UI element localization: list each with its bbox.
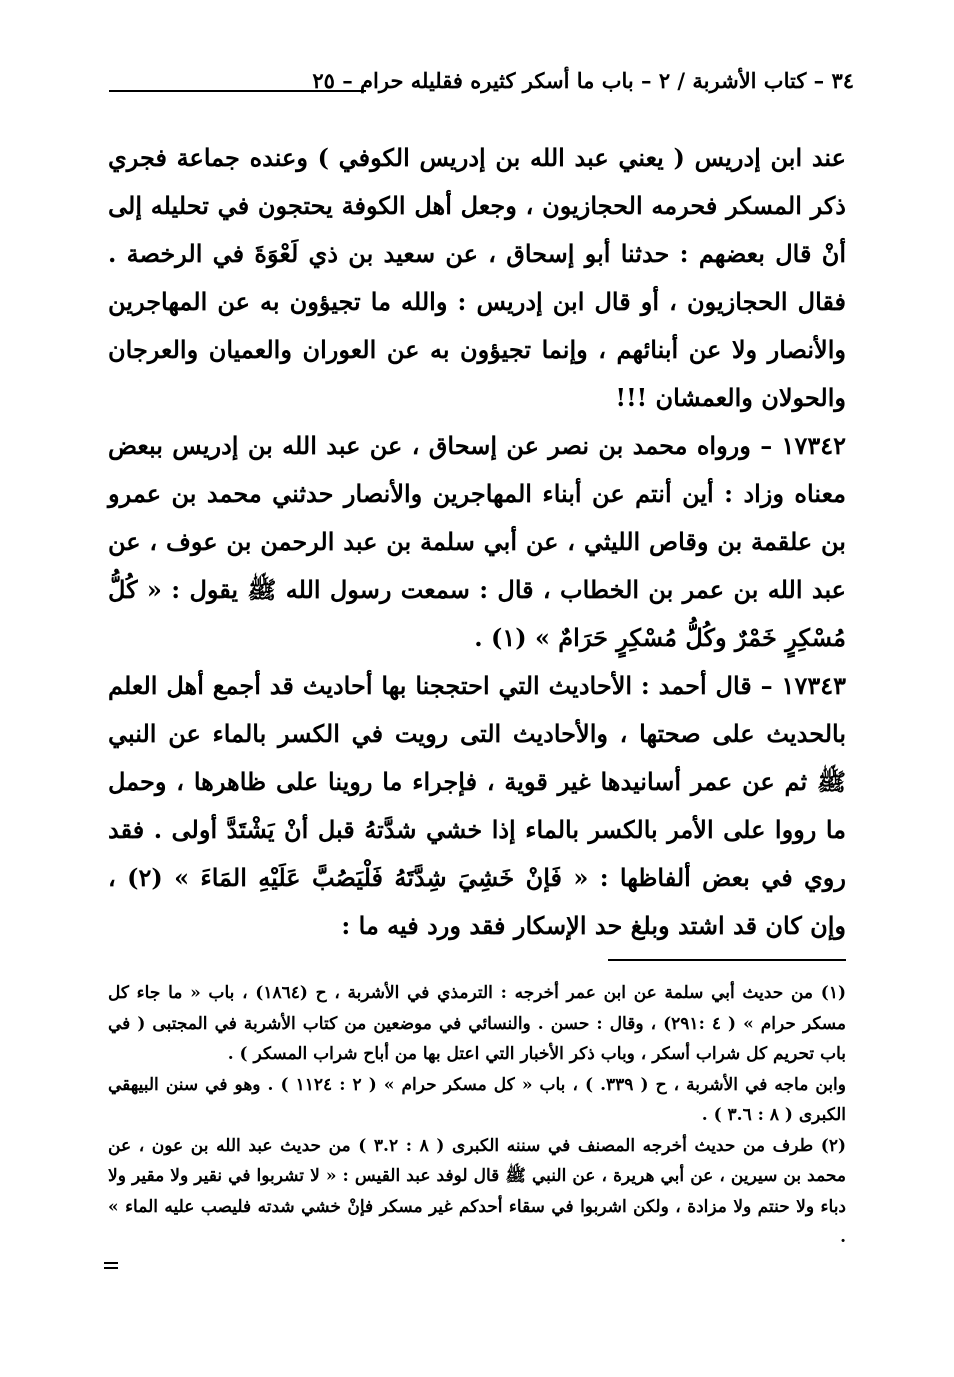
footnote-1-continued: وابن ماجه في الأشربة ، ح ( ٣٣٩. ) ، باب « كل مسكر حرام » ( ٢ : ١١٢٤ ) . وهو في سنن البيهقي الكبرى ( ٨ : ٣.٦ ) .	[108, 1074, 846, 1125]
running-header	[109, 66, 854, 102]
paragraph-1: عند ابن إدريس ( يعني عبد الله بن إدريس الكوفي ) وعنده جماعة فجري ذكر المسكر فحرمه الحجازيون ، وجعل أهل الكوفة يحتجون في تحليله إلى أنْ قال بعضهم : حدثنا أبو إسحاق ، عن سعيد بن ذي لَعْوَةَ في الرخصة . فقال الحجازيون ، أو قال ابن إدريس : والله ما تجيؤون به عن المهاجرين والأنصار ولا عن أبنائهم ، وإنما تجيؤون به عن العوران والعميان والعرجان والحولان والعمشان !!!	[108, 143, 846, 412]
running-title: ٣٤ – كتاب الأشربة / ٢ – باب ما أسكر كثيره فقليله حرام – ٢٥	[312, 68, 854, 93]
paragraph-17343: ١٧٣٤٣ – قال أحمد : الأحاديث التي احتججنا بها أحاديث قد أجمع أهل العلم بالحديث على صحتها ، والأحاديث التى رويت في الكسر بالماء عن النبي ﷺ ثم عن عمر أسانيدها غير قوية ، فإجراء ما روينا على ظاهرها ، وحمل ما رووا على الأمر بالكسر بالماء إذا خشي شدَّتهُ قبل أنْ يَشْتَدَّ أولى . فقد روي في بعض ألفاظها : « فَإنْ خَشِيَ شِدَّتَهُ فَلْيَصُبَّ عَلَيْهِ المَاءَ » (٢) ، وإن كان قد اشتد وبلغ حد الإسكار فقد ورد فيه ما :	[108, 671, 846, 940]
footnote-1: (١) من حديث أبي سلمة عن ابن عمر أخرجه : الترمذي في الأشربة ، ح (١٨٦٤) ، باب « ما جاء كل مسكر حرام » ( ٤ :٢٩١) ، وقال : حسن . والنسائي في موضعين من كتاب الأشربة في المجتبى ( في باب تحريم كل شراب أسكر ، وباب ذكر الأخبار التي اعتل بها من أباح شراب المسكر ) .	[108, 983, 846, 1064]
header-rule	[109, 90, 366, 92]
footnotes	[108, 978, 846, 1253]
continuation-mark	[104, 1262, 118, 1270]
main-text	[108, 134, 846, 950]
paragraph-17342: ١٧٣٤٢ – ورواه محمد بن نصر عن إسحاق ، عن عبد الله بن إدريس ببعض معناه وزاد : أين أنتم عن أبناء المهاجرين والأنصار حدثني محمد بن عمرو بن علقمة بن وقاص الليثي ، عن أبي سلمة بن عبد الرحمن بن عوف ، عن عبد الله بن عمر بن الخطاب ، قال : سمعت رسول الله ﷺ يقول : « كُلُّ مُسْكِرٍ خَمْرٌ وكُلُّ مُسْكِرٍ حَرَامٌ » (١) .	[108, 431, 846, 652]
footnote-2: (٢) طرف من حديث أخرجه المصنف في سننه الكبرى ( ٨ : ٣.٢ ) من حديث عبد الله بن عون ، عن محمد بن سيرين ، عن أبي هريرة ، عن النبي ﷺ قال لوفد عبد القيس : « لا تشربوا في نقير ولا مقير ولا دباء ولا حنتم ولا مزادة ، ولكن اشربوا في سقاء أحدكم غير مسكر فإنْ خشي شدته فليصب عليه الماء » .	[108, 1135, 846, 1247]
footnote-separator	[608, 959, 846, 961]
